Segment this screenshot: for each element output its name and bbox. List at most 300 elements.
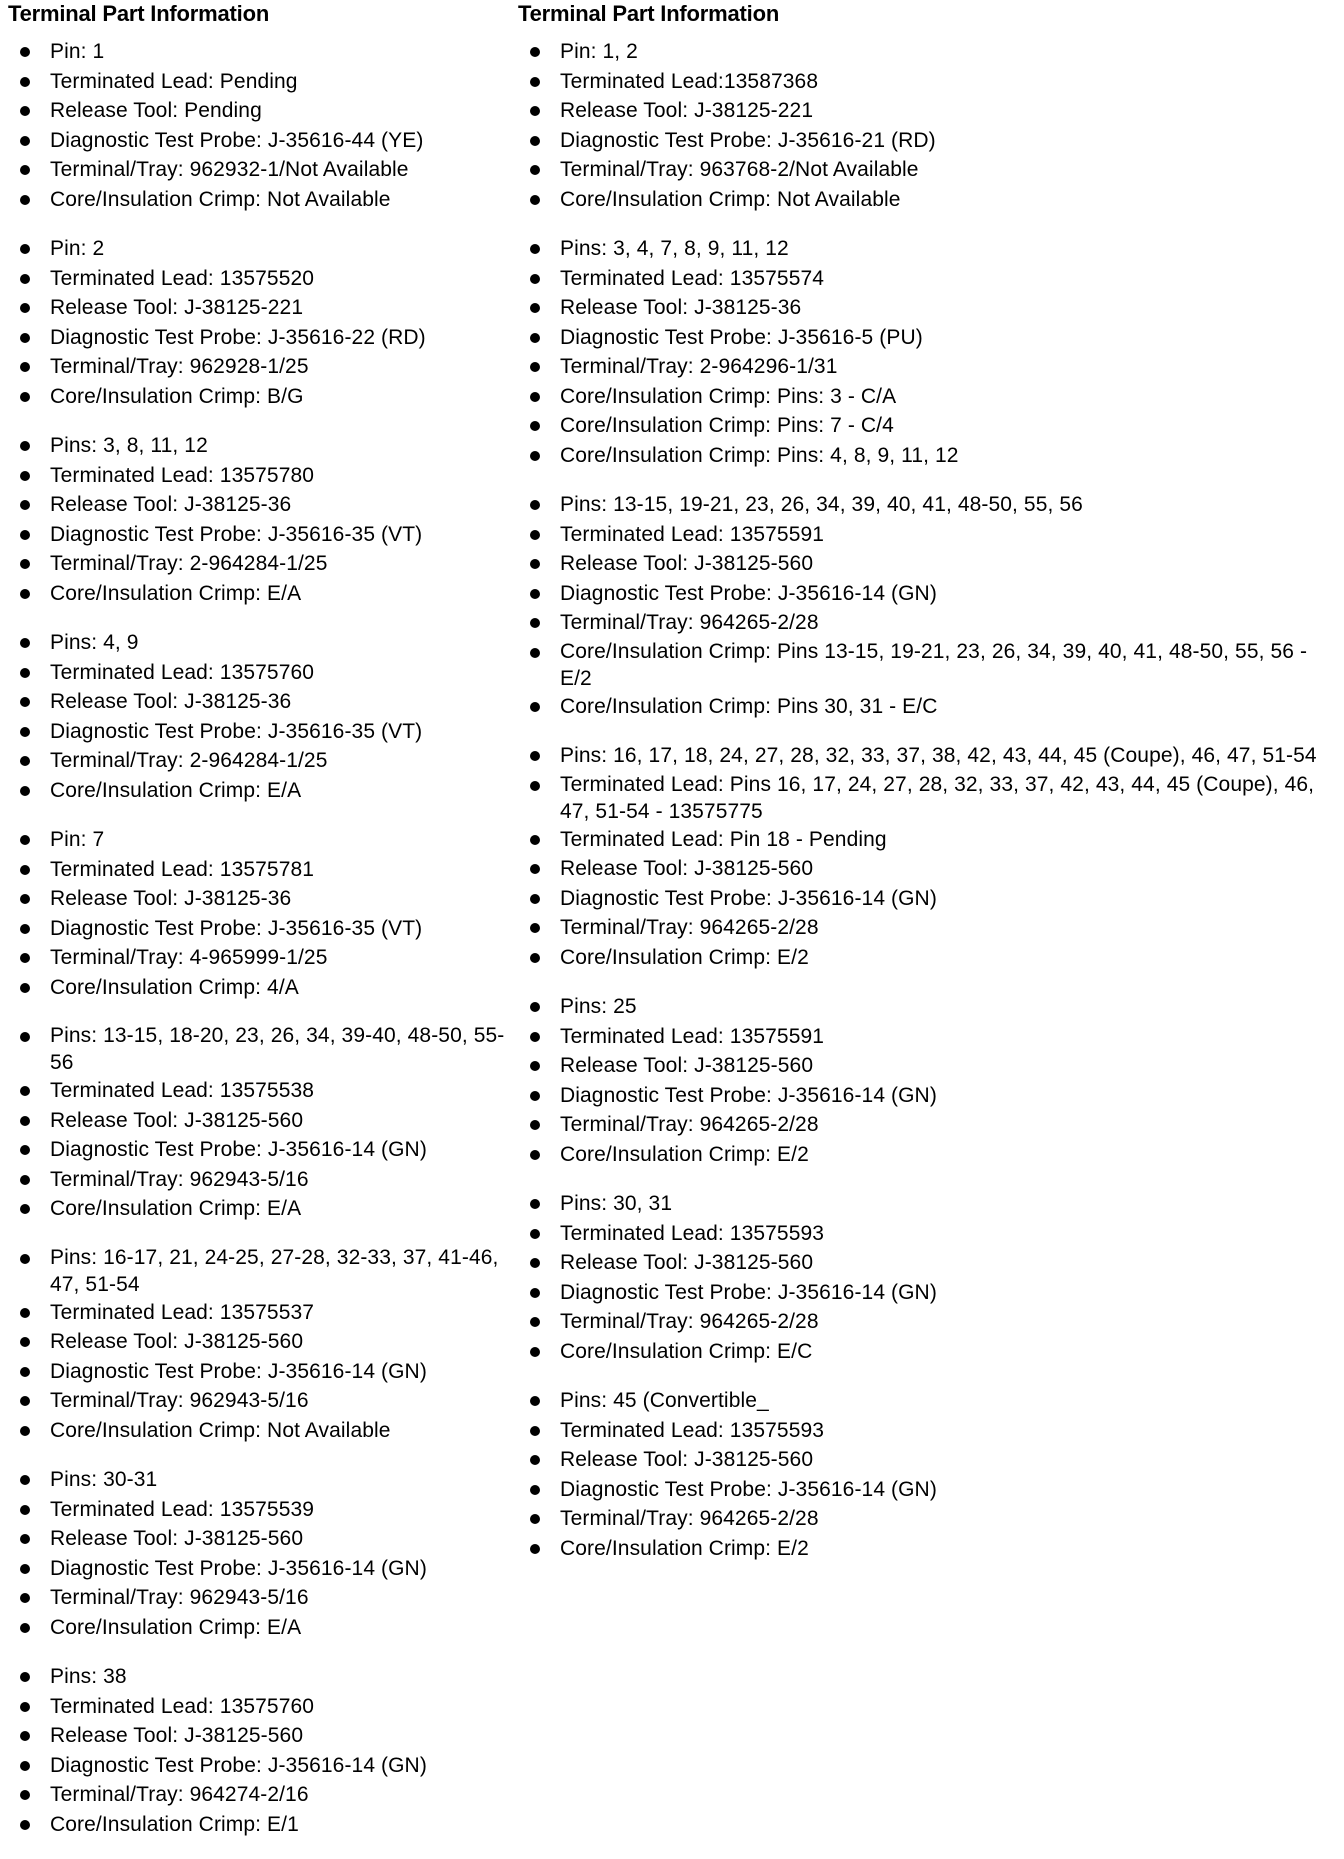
list-item [8, 37, 508, 67]
item-text: Diagnostic Test Probe: J-35616-14 (GN) [560, 886, 937, 910]
bullet-icon [20, 1337, 30, 1347]
terminal-group [8, 1244, 508, 1446]
item-text: Release Tool: Pending [50, 99, 262, 122]
column-title: Terminal Part Information [8, 1, 270, 26]
list-item [518, 1445, 1344, 1475]
item-text: Release Tool: J-38125-560 [50, 1724, 304, 1747]
bullet-icon [20, 1623, 30, 1633]
bullet-icon [20, 1820, 30, 1830]
bullet-icon [20, 500, 30, 510]
item-text: Diagnostic Test Probe: J-35616-44 (YE) [50, 128, 424, 152]
list-item [8, 382, 508, 412]
bullet-icon [530, 1032, 540, 1042]
bullet-icon [20, 106, 30, 116]
list-item [8, 1554, 508, 1584]
bullet-icon [530, 953, 540, 963]
list-item [518, 1504, 1344, 1534]
bullet-icon [530, 244, 540, 254]
list-item [8, 658, 508, 688]
list-item [518, 411, 1344, 441]
list-item [8, 1244, 508, 1298]
bullet-icon [20, 756, 30, 766]
list-item [8, 1524, 508, 1554]
list-item [8, 1662, 508, 1692]
item-text: Terminated Lead: 13575520 [50, 266, 315, 290]
bullet-icon [20, 274, 30, 284]
item-text: Pins: 30, 31 [560, 1192, 673, 1215]
item-text: Pins: 30-31 [50, 1468, 158, 1491]
item-text: Release Tool: J-38125-36 [560, 296, 802, 319]
list-item [518, 323, 1344, 353]
list-item [8, 1583, 508, 1613]
item-text: Release Tool: J-38125-221 [50, 296, 304, 319]
list-item [518, 1022, 1344, 1052]
list-item [518, 943, 1344, 973]
bullet-icon [530, 77, 540, 87]
item-text: Terminal/Tray: 962932-1/Not Available [50, 158, 409, 181]
list-item [8, 1810, 508, 1840]
list-item [8, 490, 508, 520]
item-text: Core/Insulation Crimp: Pins 30, 31 - E/C [560, 694, 938, 718]
bullet-icon [530, 500, 540, 510]
list-item [8, 628, 508, 658]
list-item [518, 1386, 1344, 1416]
item-text: Core/Insulation Crimp: E/A [50, 1197, 302, 1220]
list-item [8, 1721, 508, 1751]
bullet-icon [20, 362, 30, 372]
list-item [8, 1495, 508, 1525]
list-item [518, 67, 1344, 97]
item-text: Diagnostic Test Probe: J-35616-22 (RD) [50, 325, 426, 349]
list-item [8, 1327, 508, 1357]
bullet-icon [530, 421, 540, 431]
list-item [8, 1076, 508, 1106]
item-text: Core/Insulation Crimp: E/1 [50, 1812, 299, 1836]
item-text: Pins: 16, 17, 18, 24, 27, 28, 32, 33, 37, 38, 42, 43, 44, 45 (Coupe), 46, 47, 51-54 [560, 744, 1317, 767]
bullet-icon [530, 1426, 540, 1436]
item-text: Release Tool: J-38125-560 [50, 1330, 304, 1353]
bullet-icon [530, 894, 540, 904]
item-text: Core/Insulation Crimp: Pins: 7 - C/4 [560, 414, 894, 437]
list-item [518, 549, 1344, 579]
item-text: Core/Insulation Crimp: Pins 13-15, 19-21, 23, 26, 34, 39, 40, 41, 48-50, 55, 56 - E/2 [560, 639, 1308, 690]
item-text: Core/Insulation Crimp: Not Available [560, 187, 901, 211]
item-text: Terminal/Tray: 964265-2/28 [560, 1113, 819, 1136]
bullet-icon [530, 1091, 540, 1101]
bullet-icon [530, 1396, 540, 1406]
item-text: Terminal/Tray: 962943-5/16 [50, 1586, 309, 1609]
list-item [518, 692, 1344, 722]
bullet-icon [20, 638, 30, 648]
list-item [518, 96, 1344, 126]
list-item [8, 884, 508, 914]
item-text: Pin: 1, 2 [560, 40, 638, 63]
item-text: Release Tool: J-38125-560 [560, 1448, 814, 1471]
list-item [518, 1051, 1344, 1081]
item-text: Release Tool: J-38125-560 [50, 1108, 304, 1132]
bullet-icon [20, 865, 30, 875]
list-item [8, 1022, 508, 1076]
item-text: Terminated Lead: 13575760 [50, 1694, 315, 1718]
bullet-icon [530, 923, 540, 933]
list-item [518, 126, 1344, 156]
item-text: Release Tool: J-38125-36 [50, 493, 292, 516]
list-item [8, 352, 508, 382]
list-item [8, 776, 508, 806]
bullet-icon [20, 1175, 30, 1185]
terminal-group [8, 1022, 508, 1224]
item-text: Diagnostic Test Probe: J-35616-14 (GN) [560, 1280, 937, 1304]
bullet-icon [20, 471, 30, 481]
list-item [518, 1278, 1344, 1308]
bullet-icon [20, 1145, 30, 1155]
item-text: Terminal/Tray: 962943-5/16 [50, 1389, 309, 1412]
item-text: Diagnostic Test Probe: J-35616-14 (GN) [50, 1138, 427, 1161]
terminal-group [518, 490, 1344, 721]
item-text: Terminated Lead: 13575537 [50, 1300, 315, 1324]
list-item [518, 1307, 1344, 1337]
bullet-icon [20, 47, 30, 57]
bullet-icon [20, 1308, 30, 1318]
list-item [518, 884, 1344, 914]
bullet-icon [530, 165, 540, 175]
list-item [518, 441, 1344, 471]
bullet-icon [20, 441, 30, 451]
bullet-icon [20, 786, 30, 796]
list-item [518, 352, 1344, 382]
list-item [518, 155, 1344, 185]
item-text: Terminated Lead:13587368 [560, 69, 819, 93]
item-text: Pin: 2 [50, 237, 105, 260]
item-text: Terminal/Tray: 963768-2/Not Available [560, 158, 919, 181]
item-text: Terminal/Tray: 2-964284-1/25 [50, 749, 328, 772]
item-text: Terminated Lead: 13575760 [50, 660, 315, 684]
list-item [518, 825, 1344, 855]
item-text: Core/Insulation Crimp: Pins: 4, 8, 9, 11, 12 [560, 443, 959, 467]
bullet-icon [20, 1702, 30, 1712]
bullet-icon [20, 924, 30, 934]
list-item [8, 1106, 508, 1136]
bullet-icon [20, 1204, 30, 1214]
terminal-group [8, 234, 508, 411]
list-item [518, 1337, 1344, 1367]
item-text: Core/Insulation Crimp: E/2 [560, 945, 809, 969]
terminal-group [8, 37, 508, 214]
terminal-group [518, 234, 1344, 470]
list-item [8, 96, 508, 126]
terminal-group [8, 825, 508, 1002]
bullet-icon [530, 751, 540, 761]
bullet-icon [530, 589, 540, 599]
bullet-icon [530, 136, 540, 146]
right-column [518, 0, 1344, 1583]
bullet-icon [530, 333, 540, 343]
terminal-group [8, 1465, 508, 1642]
item-text: Core/Insulation Crimp: E/C [560, 1339, 813, 1363]
item-text: Pins: 45 (Convertible_ [560, 1389, 769, 1412]
item-text: Core/Insulation Crimp: E/A [50, 581, 302, 605]
item-text: Terminated Lead: 13575538 [50, 1079, 315, 1102]
list-item [8, 1386, 508, 1416]
list-item [8, 1416, 508, 1446]
bullet-icon [530, 1544, 540, 1554]
item-text: Terminated Lead: Pin 18 - Pending [560, 827, 887, 851]
item-text: Terminated Lead: 13575591 [560, 522, 825, 546]
bullet-icon [20, 894, 30, 904]
list-item [518, 1416, 1344, 1446]
bullet-icon [20, 1254, 30, 1264]
item-text: Core/Insulation Crimp: 4/A [50, 975, 299, 999]
item-text: Core/Insulation Crimp: B/G [50, 384, 304, 408]
item-text: Terminal/Tray: 962928-1/25 [50, 355, 309, 378]
list-item [518, 234, 1344, 264]
bullet-icon [20, 1505, 30, 1515]
bullet-icon [20, 1367, 30, 1377]
column-title: Terminal Part Information [518, 1, 780, 26]
bullet-icon [530, 195, 540, 205]
list-item [8, 549, 508, 579]
bullet-icon [20, 1086, 30, 1096]
item-text: Diagnostic Test Probe: J-35616-21 (RD) [560, 128, 936, 152]
item-text: Diagnostic Test Probe: J-35616-5 (PU) [560, 325, 923, 349]
item-text: Terminal/Tray: 2-964296-1/31 [560, 355, 838, 378]
bullet-icon [530, 1120, 540, 1130]
list-item [8, 461, 508, 491]
item-text: Diagnostic Test Probe: J-35616-35 (VT) [50, 916, 423, 940]
list-item [518, 1475, 1344, 1505]
item-text: Release Tool: J-38125-560 [560, 1054, 814, 1077]
terminal-group [8, 1662, 508, 1839]
item-text: Diagnostic Test Probe: J-35616-14 (GN) [50, 1359, 427, 1383]
bullet-icon [530, 362, 540, 372]
list-item [518, 382, 1344, 412]
item-text: Terminal/Tray: 962943-5/16 [50, 1167, 309, 1191]
item-text: Diagnostic Test Probe: J-35616-35 (VT) [50, 719, 423, 743]
list-item [518, 771, 1344, 825]
item-text: Diagnostic Test Probe: J-35616-14 (GN) [560, 581, 937, 605]
bullet-icon [530, 274, 540, 284]
item-text: Terminated Lead: 13575781 [50, 857, 315, 881]
list-item [8, 234, 508, 264]
bullet-icon [530, 559, 540, 569]
bullet-icon [530, 702, 540, 712]
list-item [8, 914, 508, 944]
list-item [518, 264, 1344, 294]
bullet-icon [530, 392, 540, 402]
item-text: Pins: 38 [50, 1665, 127, 1688]
item-text: Release Tool: J-38125-560 [560, 552, 814, 575]
bullet-icon [530, 1199, 540, 1209]
list-item [8, 1465, 508, 1495]
list-item [8, 1692, 508, 1722]
list-item [518, 1248, 1344, 1278]
item-text: Diagnostic Test Probe: J-35616-14 (GN) [560, 1477, 937, 1501]
item-text: Terminated Lead: 13575539 [50, 1497, 315, 1521]
list-item [8, 520, 508, 550]
item-text: Terminated Lead: 13575593 [560, 1418, 825, 1442]
list-item [8, 1613, 508, 1643]
item-text: Terminated Lead: 13575591 [560, 1024, 825, 1048]
list-item [8, 717, 508, 747]
bullet-icon [530, 1485, 540, 1495]
list-item [8, 1165, 508, 1195]
list-item [8, 293, 508, 323]
left-column [8, 0, 508, 1859]
list-item [518, 992, 1344, 1022]
item-text: Terminal/Tray: 2-964284-1/25 [50, 552, 328, 575]
item-text: Diagnostic Test Probe: J-35616-14 (GN) [560, 1083, 937, 1107]
list-item [8, 1194, 508, 1224]
list-item [8, 943, 508, 973]
bullet-icon [20, 1116, 30, 1126]
bullet-icon [20, 1426, 30, 1436]
terminal-group [518, 992, 1344, 1169]
item-text: Terminal/Tray: 964265-2/28 [560, 611, 819, 634]
bullet-icon [530, 1002, 540, 1012]
item-text: Pin: 1 [50, 40, 105, 63]
bullet-icon [20, 1790, 30, 1800]
list-item [518, 293, 1344, 323]
bullet-icon [20, 1731, 30, 1741]
list-item [8, 973, 508, 1003]
bullet-icon [20, 303, 30, 313]
terminal-group [518, 1386, 1344, 1563]
bullet-icon [20, 165, 30, 175]
list-item [518, 490, 1344, 520]
bullet-icon [530, 1061, 540, 1071]
bullet-icon [20, 1032, 30, 1042]
list-item [8, 579, 508, 609]
list-item [8, 1751, 508, 1781]
bullet-icon [530, 648, 540, 658]
item-text: Core/Insulation Crimp: E/2 [560, 1142, 809, 1166]
left-groups [8, 37, 508, 1839]
list-item [518, 1189, 1344, 1219]
bullet-icon [20, 1534, 30, 1544]
bullet-icon [20, 195, 30, 205]
bullet-icon [20, 1761, 30, 1771]
bullet-icon [20, 1593, 30, 1603]
list-item [518, 854, 1344, 884]
item-text: Release Tool: J-38125-560 [50, 1527, 304, 1550]
right-groups [518, 37, 1344, 1563]
bullet-icon [530, 1229, 540, 1239]
item-text: Core/Insulation Crimp: E/2 [560, 1536, 809, 1560]
list-item [8, 155, 508, 185]
bullet-icon [530, 106, 540, 116]
list-item [8, 855, 508, 885]
list-item [8, 431, 508, 461]
terminal-group [518, 37, 1344, 214]
bullet-icon [530, 303, 540, 313]
list-item [8, 1298, 508, 1328]
item-text: Terminated Lead: 13575593 [560, 1221, 825, 1245]
bullet-icon [20, 1475, 30, 1485]
item-text: Terminal/Tray: 964265-2/28 [560, 1507, 819, 1530]
item-text: Terminal/Tray: 964265-2/28 [560, 1310, 819, 1333]
bullet-icon [20, 1396, 30, 1406]
bullet-icon [20, 953, 30, 963]
item-text: Pins: 13-15, 19-21, 23, 26, 34, 39, 40, 41, 48-50, 55, 56 [560, 493, 1083, 516]
bullet-icon [20, 697, 30, 707]
bullet-icon [530, 835, 540, 845]
item-text: Release Tool: J-38125-36 [50, 887, 292, 910]
item-text: Diagnostic Test Probe: J-35616-14 (GN) [50, 1556, 427, 1580]
item-text: Release Tool: J-38125-560 [560, 857, 814, 880]
item-text: Diagnostic Test Probe: J-35616-14 (GN) [50, 1753, 427, 1777]
bullet-icon [20, 136, 30, 146]
bullet-icon [20, 244, 30, 254]
item-text: Pins: 16-17, 21, 24-25, 27-28, 32-33, 37, 41-46, 47, 51-54 [50, 1245, 499, 1296]
bullet-icon [20, 559, 30, 569]
item-text: Release Tool: J-38125-221 [560, 99, 814, 122]
item-text: Core/Insulation Crimp: Not Available [50, 1418, 391, 1442]
bullet-icon [20, 727, 30, 737]
bullet-icon [530, 1347, 540, 1357]
list-item [518, 37, 1344, 67]
item-text: Core/Insulation Crimp: E/A [50, 1615, 302, 1639]
list-item [8, 746, 508, 776]
terminal-group [8, 628, 508, 805]
bullet-icon [20, 392, 30, 402]
bullet-icon [20, 1672, 30, 1682]
list-item [518, 520, 1344, 550]
bullet-icon [20, 668, 30, 678]
bullet-icon [530, 1258, 540, 1268]
item-text: Pins: 3, 8, 11, 12 [50, 434, 208, 457]
item-text: Terminal/Tray: 964265-2/28 [560, 916, 819, 939]
bullet-icon [530, 618, 540, 628]
list-item [8, 323, 508, 353]
item-text: Terminal/Tray: 964274-2/16 [50, 1783, 309, 1806]
list-item [8, 687, 508, 717]
list-item [8, 185, 508, 215]
item-text: Release Tool: J-38125-36 [50, 690, 292, 713]
bullet-icon [530, 1455, 540, 1465]
item-text: Terminated Lead: Pending [50, 69, 298, 93]
bullet-icon [530, 864, 540, 874]
bullet-icon [530, 451, 540, 461]
item-text: Pins: 13-15, 18-20, 23, 26, 34, 39-40, 48-50, 55-56 [50, 1024, 505, 1074]
item-text: Release Tool: J-38125-560 [560, 1251, 814, 1274]
bullet-icon [530, 1288, 540, 1298]
bullet-icon [20, 835, 30, 845]
terminal-group [518, 1189, 1344, 1366]
item-text: Pins: 3, 4, 7, 8, 9, 11, 12 [560, 237, 789, 260]
bullet-icon [20, 589, 30, 599]
list-item [518, 1140, 1344, 1170]
item-text: Pin: 7 [50, 828, 105, 851]
item-text: Pins: 25 [560, 995, 637, 1018]
list-item [518, 913, 1344, 943]
item-text: Terminated Lead: 13575780 [50, 463, 315, 487]
bullet-icon [530, 47, 540, 57]
bullet-icon [530, 781, 540, 791]
bullet-icon [530, 1150, 540, 1160]
list-item [8, 1135, 508, 1165]
item-text: Core/Insulation Crimp: Not Available [50, 187, 391, 211]
list-item [518, 638, 1344, 692]
list-item [8, 825, 508, 855]
item-text: Diagnostic Test Probe: J-35616-35 (VT) [50, 522, 423, 546]
item-text: Terminated Lead: 13575574 [560, 266, 825, 290]
bullet-icon [20, 983, 30, 993]
list-item [518, 608, 1344, 638]
bullet-icon [20, 333, 30, 343]
list-item [8, 264, 508, 294]
item-text: Pins: 4, 9 [50, 631, 139, 654]
list-item [518, 579, 1344, 609]
